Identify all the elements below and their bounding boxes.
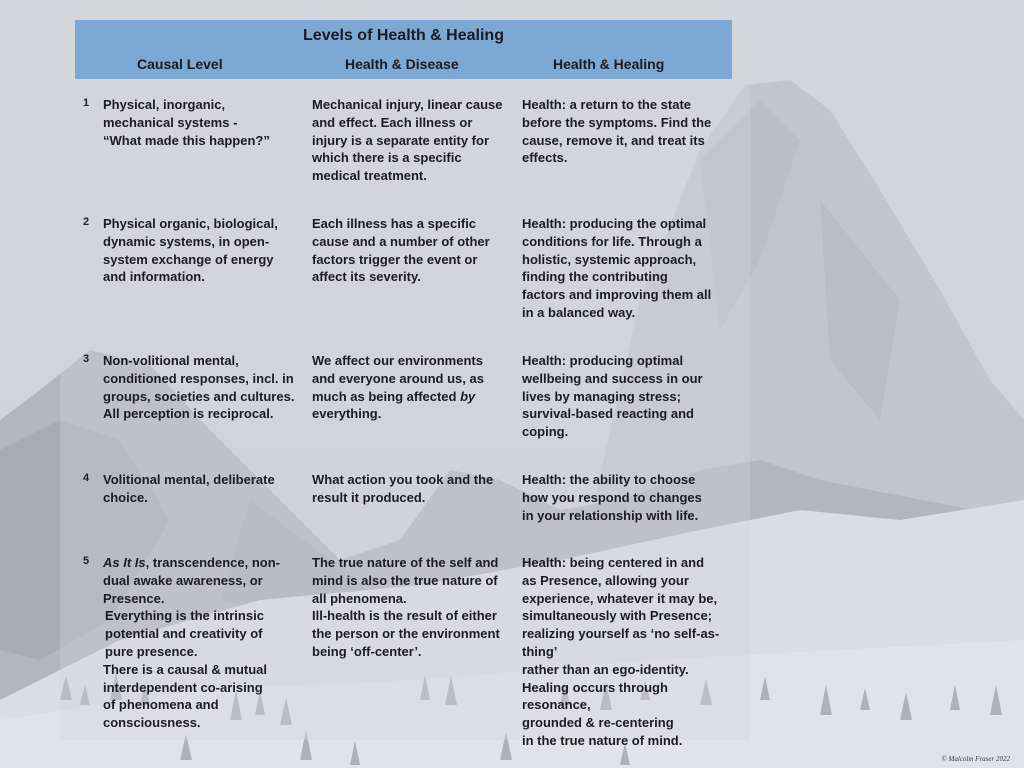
health-disease-cell: Mechanical injury, linear cause and effect. Each illness or injury is a separate entity for which there is a specific medical treatment. [312,97,503,184]
disease-text-part: We affect our environments and everyone around us, as much as being affected [312,353,484,404]
causal-level-cell: Volitional mental, deliberate choice. [103,472,275,505]
health-healing-cell: Health: producing the optimal conditions for life. Through a holistic, systemic approach, finding the contributing factors and improving them all in a balanced way. [522,216,712,320]
row-number: 4 [83,472,90,484]
disease-text-part: everything. [312,406,382,422]
row-number: 5 [83,555,90,567]
health-healing-cell: Health: the ability to choose how you respond to changes in your relationship with life. [522,472,702,523]
causal-text-emphasis: As It Is [103,555,146,570]
row-number: 3 [83,353,90,365]
disease-text-emphasis: by [460,388,476,404]
column-header-causal-level: Causal Level [137,56,223,72]
health-healing-cell: Health: a return to the state before the symptoms. Find the cause, remove it, and treat its effects. [522,97,712,166]
causal-text-part: , transcendence, non- dual awake awareness, or Presence. [103,555,280,606]
causal-level-cell [103,554,308,732]
column-header-health-disease: Health & Disease [345,56,459,72]
causal-text-paragraph: Everything is the intrinsic potential and creativity of pure presence. [105,608,264,659]
causal-level-cell: Non-volitional mental, conditioned responses, incl. in groups, societies and cultures. All perception is reciprocal. [103,353,295,422]
row-number: 2 [83,216,90,228]
health-disease-cell: The true nature of the self and mind is also the true nature of all phenomena. Ill-health is the result of either the person or the environment being ‘off-center’. [312,555,500,659]
health-disease-cell: Each illness has a specific cause and a number of other factors trigger the event or affect its severity. [312,216,490,285]
health-disease-cell [312,352,517,423]
causal-text-paragraph: There is a causal & mutual interdependent co-arising of phenomena and consciousness. [103,661,268,731]
health-disease-cell: What action you took and the result it produced. [312,472,494,505]
causal-level-cell: Physical, inorganic, mechanical systems - “What made this happen?” [103,97,270,148]
causal-level-cell: Physical organic, biological, dynamic systems, in open- system exchange of energy and information. [103,216,278,285]
health-healing-cell: Health: being centered in and as Presence, allowing your experience, whatever it may be, simultaneously with Presence; realizing yourself as ‘no self-as-thing’ rather than an ego-identity. Healing occurs through resonance, grounded & re-centering in the true nature of mind. [522,555,720,748]
page-title: Levels of Health & Healing [303,27,504,44]
health-healing-cell: Health: producing optimal wellbeing and success in our lives by managing stress; survival-based reacting and coping. [522,353,703,440]
table-header [75,20,732,79]
column-header-health-healing: Health & Healing [553,56,665,72]
copyright-notice: © Malcolm Fraser 2022 [941,755,1010,763]
row-number: 1 [83,97,90,109]
